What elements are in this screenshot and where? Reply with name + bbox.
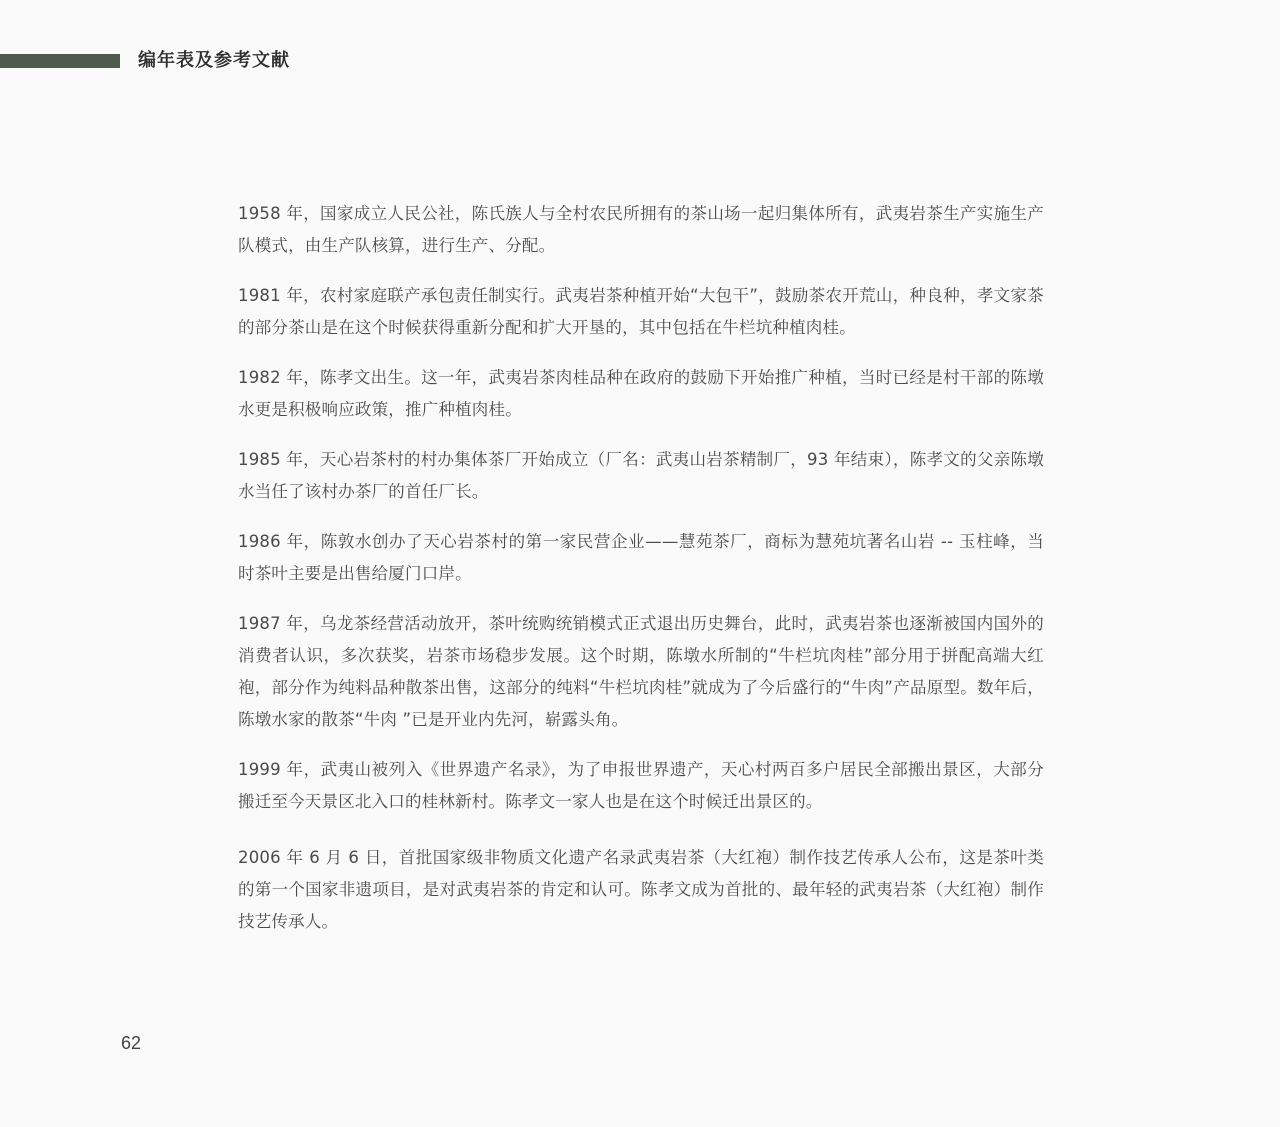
chronology-entry-2006: 2006 年 6 月 6 日，首批国家级非物质文化遗产名录武夷岩茶（大红袍）制作技艺传承人公布，这是茶叶类的第一个国家非遗项目，是对武夷岩茶的肯定和认可。陈孝文成为首批的、最年轻的武夷岩茶（大红袍）制作技艺传承人。 [238,848,1044,931]
page-number: 62 [121,1033,142,1053]
chronology-entry-1981: 1981 年，农村家庭联产承包责任制实行。武夷岩茶种植开始“大包干”，鼓励茶农开荒山，种良种，孝文家茶的部分茶山是在这个时候获得重新分配和扩大开垦的，其中包括在牛栏坑种植肉桂。 [238,286,1044,337]
chronology-entry-1982: 1982 年，陈孝文出生。这一年，武夷岩茶肉桂品种在政府的鼓励下开始推广种植，当时已经是村干部的陈墩水更是积极响应政策，推广种植肉桂。 [238,368,1044,419]
chronology-body [238,198,1044,956]
chronology-entry-1999: 1999 年，武夷山被列入《世界遗产名录》，为了申报世界遗产，天心村两百多户居民全部搬出景区，大部分搬迁至今天景区北入口的桂林新村。陈孝文一家人也是在这个时候迁出景区的。 [238,760,1044,811]
chronology-entry-1986: 1986 年，陈敦水创办了天心岩茶村的第一家民营企业——慧苑茶厂，商标为慧苑坑著名山岩 -- 玉柱峰，当时茶叶主要是出售给厦门口岸。 [238,532,1044,583]
chronology-entry-1985: 1985 年，天心岩茶村的村办集体茶厂开始成立（厂名：武夷山岩茶精制厂，93 年结束），陈孝文的父亲陈墩水当任了该村办茶厂的首任厂长。 [238,450,1044,501]
chronology-entry-1987: 1987 年，乌龙茶经营活动放开，茶叶统购统销模式正式退出历史舞台，此时，武夷岩茶也逐渐被国内国外的消费者认识，多次获奖，岩茶市场稳步发展。这个时期，陈墩水所制的“牛栏坑肉桂”部分用于拼配高端大红袍，部分作为纯料品种散茶出售，这部分的纯料“牛栏坑肉桂”就成为了今后盛行的“牛肉”产品原型。数年后，陈墩水家的散茶“牛肉 ”已是开业内先河，崭露头角。 [238,614,1044,729]
section-title: 编年表及参考文献 [138,50,290,71]
header-accent-bar [0,54,120,68]
chronology-entry-1958: 1958 年，国家成立人民公社，陈氏族人与全村农民所拥有的茶山场一起归集体所有，武夷岩茶生产实施生产队模式，由生产队核算，进行生产、分配。 [238,204,1044,255]
